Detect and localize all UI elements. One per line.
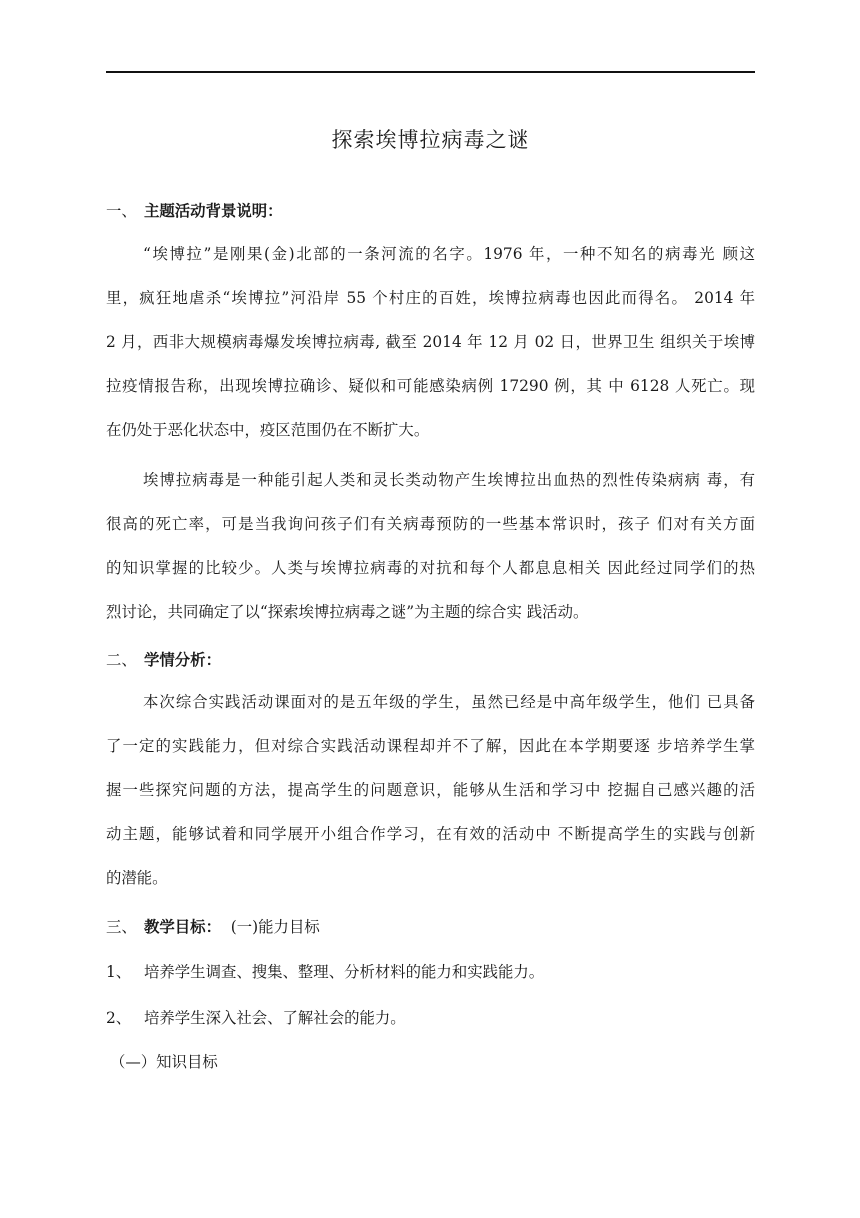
list-item-number: 1、 [106, 963, 132, 981]
paragraph-line: 2 月，西非大规模病毒爆发埃博拉病毒, 截至 2014 年 12 月 02 日，世界卫生 组织关于埃博 [106, 333, 755, 351]
paragraph-line: 在仍处于恶化状态中，疫区范围仍在不断扩大。 [106, 421, 430, 439]
section-1-title: 主题活动背景说明： [144, 202, 283, 220]
section-2-heading [106, 648, 755, 670]
paragraph-line: 了一定的实践能力，但对综合实践活动课程却并不了解，因此在本学期要逐 步培养学生掌 [106, 737, 755, 755]
paragraph-line: 很高的死亡率，可是当我询问孩子们有关病毒预防的一些基本常识时，孩子 们对有关方面 [106, 515, 755, 533]
list-item [106, 1006, 755, 1028]
paragraph-line: 的潜能。 [106, 869, 168, 887]
list-item-text: 培养学生深入社会、了解社会的能力。 [144, 1009, 406, 1027]
section-2-title: 学情分析： [144, 651, 221, 669]
paragraph-line: 的知识掌握的比较少。人类与埃博拉病毒的对抗和每个人都息息相关 因此经过同学们的热 [106, 559, 755, 577]
paragraph-line: 埃博拉病毒是一种能引起人类和灵长类动物产生埃博拉出血热的烈性传染病病 毒，有 [143, 471, 755, 489]
paragraph-line: 烈讨论，共同确定了以“探索埃博拉病毒之谜”为主题的综合实 践活动。 [106, 603, 589, 621]
list-item [106, 960, 755, 982]
document-title: 探索埃博拉病毒之谜 [331, 128, 530, 152]
section-3-title: 教学目标： [144, 918, 221, 936]
paragraph-line: 本次综合实践活动课面对的是五年级的学生，虽然已经是中高年级学生，他们 已具备 [143, 693, 755, 711]
header-rule [106, 71, 755, 73]
paragraph-line: 拉疫情报告称，出现埃博拉确诊、疑似和可能感染病例 17290 例，其 中 6128 人死亡。现 [106, 377, 755, 395]
list-item-text: 培养学生调查、搜集、整理、分析材料的能力和实践能力。 [144, 963, 545, 981]
paragraph-line: “埃博拉”是刚果(金)北部的一条河流的名字。1976 年，一种不知名的病毒光 顾这 [143, 245, 755, 263]
list-item-number: 2、 [106, 1009, 132, 1027]
subheading-knowledge-goals: （—）知识目标 [110, 1053, 218, 1071]
paragraph-line: 握一些探究问题的方法，提高学生的问题意识，能够从生活和学习中 挖掘自己感兴趣的活 [106, 781, 755, 799]
section-3-heading [106, 915, 755, 937]
paragraph-line: 动主题，能够试着和同学展开小组合作学习，在有效的活动中 不断提高学生的实践与创新 [106, 825, 755, 843]
section-1-number: 一、 [106, 202, 137, 220]
section-2-number: 二、 [106, 651, 137, 669]
section-3-subheading: (一)能力目标 [230, 918, 320, 936]
section-3-number: 三、 [106, 918, 137, 936]
paragraph-line: 里，疯狂地虐杀“埃博拉”河沿岸 55 个村庄的百姓，埃博拉病毒也因此而得名。 2014 年 [106, 289, 755, 307]
section-1-heading [106, 199, 755, 221]
